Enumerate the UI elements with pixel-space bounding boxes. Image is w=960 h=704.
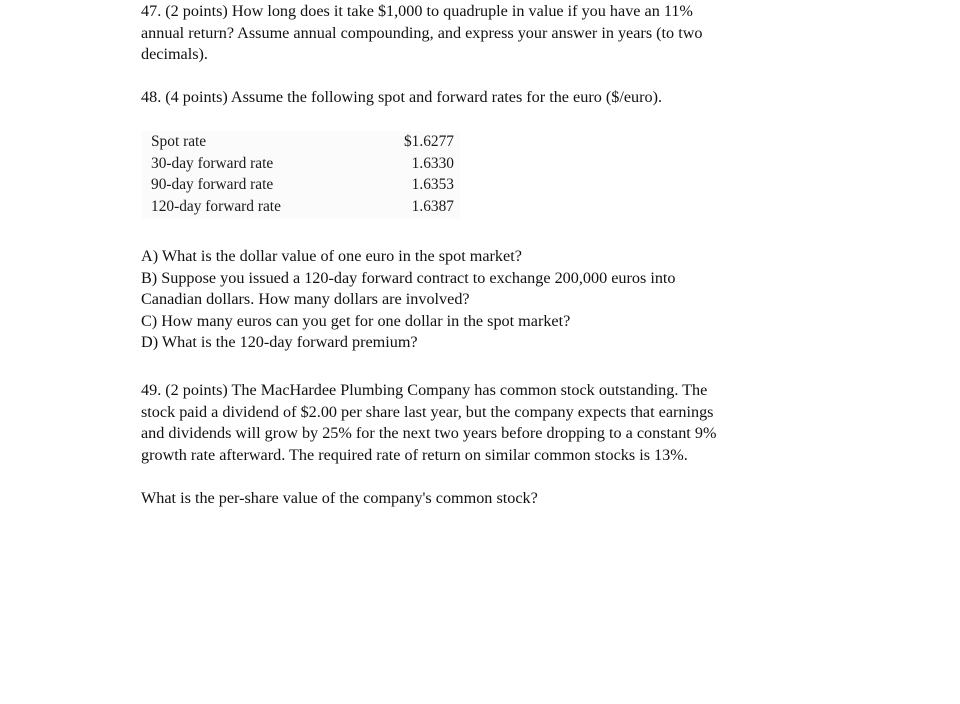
- subquestion-line: B) Suppose you issued a 120-day forward contract to exchange 200,000 euros into: [141, 268, 676, 287]
- question-49-line: growth rate afterward. The required rate of return on similar common stocks is 13%.: [141, 445, 688, 464]
- rate-value: 1.6330: [411, 154, 454, 172]
- subquestion-line: A) What is the dollar value of one euro in the spot market?: [141, 247, 522, 265]
- rate-row-120-day: [142, 196, 460, 218]
- rate-row-30-day: [142, 153, 460, 175]
- question-47-line: annual return? Assume annual compounding, and express your answer in years (to two: [141, 23, 703, 42]
- rate-row-spot: [142, 131, 460, 153]
- question-48-intro-text: 48. (4 points) Assume the following spot and forward rates for the euro ($/euro).: [141, 88, 663, 106]
- question-48-intro: [141, 87, 821, 109]
- question-49-ask-text: What is the per-share value of the company's common stock?: [141, 489, 538, 507]
- question-48-subquestions: [141, 246, 821, 354]
- question-49: [141, 380, 831, 466]
- question-47: [141, 1, 821, 66]
- question-49-line: 49. (2 points) The MacHardee Plumbing Company has common stock outstanding. The: [141, 381, 708, 399]
- rate-label: 30-day forward rate: [151, 154, 274, 172]
- rate-value: 1.6353: [411, 176, 454, 193]
- subquestion-line: C) How many euros can you get for one dollar in the spot market?: [141, 311, 571, 330]
- subquestion-line: Canadian dollars. How many dollars are involved?: [141, 290, 470, 308]
- question-49-line: stock paid a dividend of $2.00 per share last year, but the company expects that earnings: [141, 402, 714, 421]
- rate-row-90-day: [142, 174, 460, 196]
- question-47-line: decimals).: [141, 45, 208, 63]
- exchange-rate-table: [142, 131, 460, 219]
- rate-value: 1.6387: [411, 197, 454, 215]
- question-49-line: and dividends will grow by 25% for the next two years before dropping to a constant 9%: [141, 424, 717, 442]
- rate-value: $1.6277: [403, 133, 454, 150]
- rate-label: Spot rate: [151, 133, 207, 150]
- subquestion-line: D) What is the 120-day forward premium?: [141, 333, 418, 351]
- rate-label: 90-day forward rate: [151, 176, 274, 193]
- question-49-ask: [141, 488, 821, 510]
- rate-label: 120-day forward rate: [151, 197, 281, 215]
- question-47-line: 47. (2 points) How long does it take $1,000 to quadruple in value if you have an 11%: [141, 2, 693, 20]
